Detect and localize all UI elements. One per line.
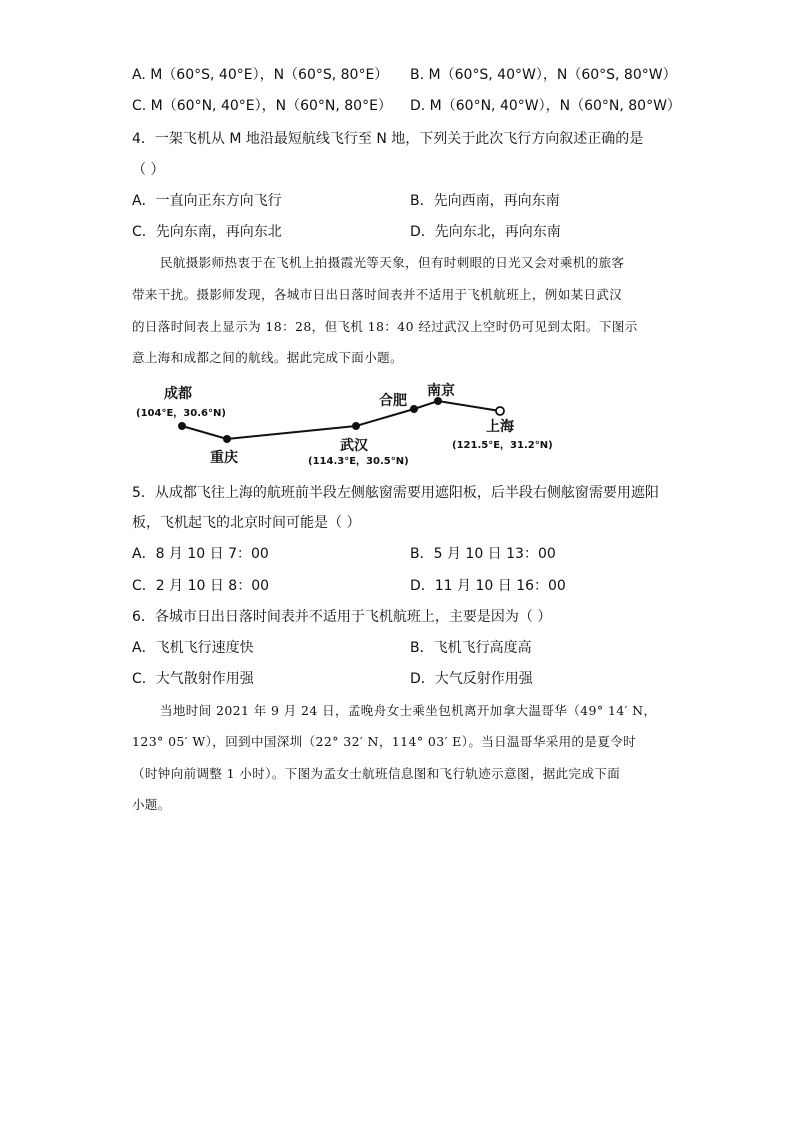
- q4-option-a: A．一直向正东方向飞行: [132, 193, 282, 209]
- q6-option-d: D．大气反射作用强: [410, 671, 533, 687]
- passage1-line4: 意上海和成都之间的航线。据此完成下面小题。: [132, 350, 403, 365]
- q5-stem-line2: 板，飞机起飞的北京时间可能是（ ）: [132, 515, 361, 531]
- q6-stem: 6．各城市日出日落时间表并不适用于飞机航班上，主要是因为（ ）: [132, 609, 552, 625]
- q6-option-a: A．飞机飞行速度快: [132, 640, 254, 656]
- q6-option-b: B．飞机飞行高度高: [410, 640, 532, 656]
- q4-option-d: D．先向东北，再向东南: [410, 224, 561, 240]
- label-wuhan: 武汉: [340, 438, 368, 454]
- q5-stem-line1: 5．从成都飞往上海的航班前半段左侧舷窗需要用遮阳板，后半段右侧舷窗需要用遮阳: [132, 485, 659, 501]
- city-point-wuhan: [352, 422, 360, 430]
- q3-option-c: C. M（60°N, 40°E），N（60°N, 80°E）: [132, 98, 392, 114]
- city-point-chengdu: [178, 422, 186, 430]
- passage1-line1: 民航摄影师热衷于在飞机上拍摄霞光等天象，但有时刺眼的日光又会对乘机的旅客: [160, 255, 625, 270]
- passage1-line2: 带来干扰。摄影师发现，各城市日出日落时间表并不适用于飞机航班上，例如某日武汉: [132, 287, 623, 302]
- q4-option-b: B．先向西南，再向东南: [410, 193, 560, 209]
- label-nanjing: 南京: [427, 383, 455, 399]
- label-chengdu-coord: (104°E，30.6°N): [136, 408, 226, 419]
- passage1-line3: 的日落时间表上显示为 18：28，但飞机 18：40 经过武汉上空时仍可见到太阳。下图示: [132, 319, 638, 334]
- label-shanghai-coord: (121.5°E，31.2°N): [452, 440, 553, 451]
- label-wuhan-coord: (114.3°E，30.5°N): [308, 456, 409, 467]
- passage2-line2: 123° 05′ W），回到中国深圳（22° 32′ N，114° 03′ E）。当日温哥华采用的是夏令时: [132, 734, 637, 749]
- q5-option-d: D．11 月 10 日 16：00: [410, 578, 566, 594]
- label-chongqing: 重庆: [210, 450, 238, 466]
- q5-option-b: B．5 月 10 日 13：00: [410, 546, 556, 562]
- q5-option-c: C．2 月 10 日 8：00: [132, 578, 270, 594]
- city-point-chongqing: [223, 435, 231, 443]
- label-hefei: 合肥: [379, 393, 407, 409]
- q4-blank: （ ）: [132, 162, 165, 178]
- q3-option-b: B. M（60°S, 40°W），N（60°S, 80°W）: [410, 67, 677, 83]
- city-point-shanghai: [496, 407, 504, 415]
- flight-route-map: [130, 380, 570, 470]
- q3-option-d: D. M（60°N, 40°W），N（60°N, 80°W）: [410, 98, 681, 114]
- q6-option-c: C．大气散射作用强: [132, 671, 254, 687]
- q4-option-c: C．先向东南，再向东北: [132, 224, 282, 240]
- label-chengdu: 成都: [164, 386, 192, 402]
- passage2-line1: 当地时间 2021 年 9 月 24 日，孟晚舟女士乘坐包机离开加拿大温哥华（49° 14′ N，: [160, 703, 657, 718]
- city-point-hefei: [410, 405, 418, 413]
- q4-stem: 4．一架飞机从 M 地沿最短航线飞行至 N 地，下列关于此次飞行方向叙述正确的是: [132, 131, 644, 147]
- route-line: [182, 401, 500, 439]
- label-shanghai: 上海: [486, 419, 514, 435]
- q3-option-a: A. M（60°S, 40°E），N（60°S, 80°E）: [132, 67, 389, 83]
- passage2-line3: （时钟向前调整 1 小时）。下图为孟女士航班信息图和飞行轨迹示意图，据此完成下面: [132, 766, 621, 781]
- q5-option-a: A．8 月 10 日 7：00: [132, 546, 269, 562]
- passage2-line4: 小题。: [132, 797, 171, 812]
